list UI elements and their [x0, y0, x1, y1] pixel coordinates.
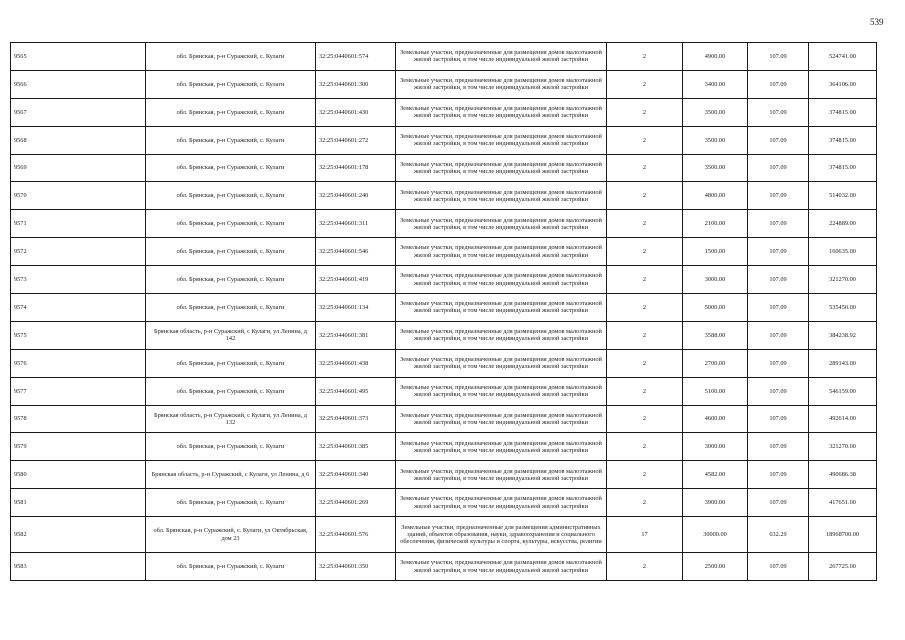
- land-use-description: Земельные участки, предназначенные для размещения домов малоэтажной жилой застройки, в том числе индивидуальной жилой застройки: [396, 126, 607, 154]
- record-number: 9575: [11, 321, 146, 349]
- record-number: 9581: [11, 489, 146, 517]
- land-use-description: Земельные участки, предназначенные для размещения домов малоэтажной жилой застройки, в том числе индивидуальной жилой застройки: [396, 70, 607, 98]
- cadastral-number: 32:25:0440601:546: [316, 238, 396, 266]
- area-value: 3000.00: [683, 433, 748, 461]
- cadastral-value: 289143.00: [809, 349, 877, 377]
- cadastral-value: 535450.00: [809, 294, 877, 322]
- cadastral-number: 32:25:0440601:430: [316, 98, 396, 126]
- category-code: 2: [607, 461, 683, 489]
- cadastral-number: 32:25:0440601:373: [316, 405, 396, 433]
- cadastral-value: 364106.00: [809, 70, 877, 98]
- category-code: 2: [607, 182, 683, 210]
- cadastral-number: 32:25:0440601:350: [316, 553, 396, 581]
- area-value: 3500.00: [683, 98, 748, 126]
- address-cell: Брянская область, р-н Суражский, с Кулаги, ул Ленина, д 132: [146, 405, 316, 433]
- area-value: 2700.00: [683, 349, 748, 377]
- table-row: [11, 210, 877, 238]
- address-cell: обл. Брянская, р-н Суражский, с. Кулаги: [146, 238, 316, 266]
- area-value: 3000.00: [683, 266, 748, 294]
- table-row: [11, 182, 877, 210]
- area-value: 2100.00: [683, 210, 748, 238]
- address-cell: обл. Брянская, р-н Суражский, с. Кулаги: [146, 70, 316, 98]
- cadastral-value: 417651.00: [809, 489, 877, 517]
- table-row: [11, 98, 877, 126]
- cadastral-number: 32:25:0440601:311: [316, 210, 396, 238]
- cadastral-value: 546159.00: [809, 377, 877, 405]
- address-cell: обл. Брянская, р-н Суражский, с. Кулаги: [146, 182, 316, 210]
- record-number: 9577: [11, 377, 146, 405]
- land-use-description: Земельные участки, предназначенные для размещения домов малоэтажной жилой застройки, в том числе индивидуальной жилой застройки: [396, 553, 607, 581]
- table-row: [11, 126, 877, 154]
- land-use-description: Земельные участки, предназначенные для размещения домов малоэтажной жилой застройки, в том числе индивидуальной жилой застройки: [396, 98, 607, 126]
- cadastral-number: 32:25:0440601:438: [316, 349, 396, 377]
- category-code: 2: [607, 266, 683, 294]
- table-row: [11, 238, 877, 266]
- category-code: 2: [607, 349, 683, 377]
- area-value: 3588.00: [683, 321, 748, 349]
- category-code: 2: [607, 405, 683, 433]
- area-value: 3400.00: [683, 70, 748, 98]
- category-code: 2: [607, 43, 683, 71]
- address-cell: обл. Брянская, р-н Суражский, с. Кулаги: [146, 126, 316, 154]
- cadastral-value: 224889.00: [809, 210, 877, 238]
- table-row: [11, 489, 877, 517]
- specific-value: 107.09: [748, 553, 809, 581]
- table-row: [11, 461, 877, 489]
- area-value: 2500.00: [683, 553, 748, 581]
- area-value: 4600.00: [683, 405, 748, 433]
- address-cell: обл. Брянская, р-н Суражский, с. Кулаги: [146, 154, 316, 182]
- record-number: 9567: [11, 98, 146, 126]
- record-number: 9572: [11, 238, 146, 266]
- area-value: 4582.00: [683, 461, 748, 489]
- record-number: 9571: [11, 210, 146, 238]
- land-use-description: Земельные участки, предназначенные для размещения домов малоэтажной жилой застройки, в том числе индивидуальной жилой застройки: [396, 154, 607, 182]
- cadastral-number: 32:25:0440601:385: [316, 433, 396, 461]
- cadastral-value: 267725.00: [809, 553, 877, 581]
- record-number: 9568: [11, 126, 146, 154]
- table-row: [11, 294, 877, 322]
- category-code: 2: [607, 321, 683, 349]
- category-code: 2: [607, 294, 683, 322]
- area-value: 30000.00: [683, 517, 748, 553]
- table-body: [11, 43, 877, 581]
- land-use-description: Земельные участки, предназначенные для размещения домов малоэтажной жилой застройки, в том числе индивидуальной жилой застройки: [396, 433, 607, 461]
- land-use-description: Земельные участки, предназначенные для размещения домов малоэтажной жилой застройки, в том числе индивидуальной жилой застройки: [396, 321, 607, 349]
- land-use-description: Земельные участки, предназначенные для размещения домов малоэтажной жилой застройки, в том числе индивидуальной жилой застройки: [396, 238, 607, 266]
- cadastral-value: 374815.00: [809, 154, 877, 182]
- area-value: 3900.00: [683, 489, 748, 517]
- address-cell: обл. Брянская, р-н Суражский, с. Кулаги: [146, 266, 316, 294]
- record-number: 9576: [11, 349, 146, 377]
- record-number: 9580: [11, 461, 146, 489]
- specific-value: 107.09: [748, 182, 809, 210]
- cadastral-number: 32:25:0440601:134: [316, 294, 396, 322]
- specific-value: 107.09: [748, 70, 809, 98]
- cadastral-number: 32:25:0440601:340: [316, 461, 396, 489]
- cadastral-value: 490686.38: [809, 461, 877, 489]
- record-number: 9578: [11, 405, 146, 433]
- record-number: 9574: [11, 294, 146, 322]
- address-cell: обл. Брянская, р-н Суражский, с. Кулаги, ул Октябрьская, дом 23: [146, 517, 316, 553]
- address-cell: обл. Брянская, р-н Суражский, с. Кулаги: [146, 43, 316, 71]
- address-cell: Брянская область, р-н Суражский, с Кулаги, ул Ленина, д 6: [146, 461, 316, 489]
- address-cell: Брянская область, р-н Суражский, с Кулаги, ул Ленина, д 142: [146, 321, 316, 349]
- address-cell: обл. Брянская, р-н Суражский, с. Кулаги: [146, 433, 316, 461]
- cadastral-value: 514032.00: [809, 182, 877, 210]
- land-use-description: Земельные участки, предназначенные для размещения административных зданий, объектов образования, науки, здравоохранения и социального обеспечения, физической культуры и спорта, культуры, искусства, религии: [396, 517, 607, 553]
- record-number: 9573: [11, 266, 146, 294]
- specific-value: 107.09: [748, 433, 809, 461]
- land-use-description: Земельные участки, предназначенные для размещения домов малоэтажной жилой застройки, в том числе индивидуальной жилой застройки: [396, 294, 607, 322]
- land-use-description: Земельные участки, предназначенные для размещения домов малоэтажной жилой застройки, в том числе индивидуальной жилой застройки: [396, 210, 607, 238]
- table-row: [11, 266, 877, 294]
- land-use-description: Земельные участки, предназначенные для размещения домов малоэтажной жилой застройки, в том числе индивидуальной жилой застройки: [396, 43, 607, 71]
- specific-value: 107.09: [748, 405, 809, 433]
- record-number: 9566: [11, 70, 146, 98]
- specific-value: 107.09: [748, 43, 809, 71]
- category-code: 2: [607, 210, 683, 238]
- address-cell: обл. Брянская, р-н Суражский, с. Кулаги: [146, 377, 316, 405]
- specific-value: 107.09: [748, 321, 809, 349]
- record-number: 9569: [11, 154, 146, 182]
- table-row: [11, 517, 877, 553]
- area-value: 4800.00: [683, 182, 748, 210]
- address-cell: обл. Брянская, р-н Суражский, с. Кулаги: [146, 349, 316, 377]
- record-number: 9582: [11, 517, 146, 553]
- category-code: 2: [607, 238, 683, 266]
- address-cell: обл. Брянская, р-н Суражский, с. Кулаги: [146, 553, 316, 581]
- specific-value: 107.09: [748, 294, 809, 322]
- table-row: [11, 433, 877, 461]
- page-number: 539: [870, 17, 884, 27]
- cadastral-number: 32:25:0440601:300: [316, 70, 396, 98]
- cadastral-number: 32:25:0440601:495: [316, 377, 396, 405]
- address-cell: обл. Брянская, р-н Суражский, с. Кулаги: [146, 489, 316, 517]
- specific-value: 107.09: [748, 98, 809, 126]
- table-row: [11, 553, 877, 581]
- cadastral-value: 384238.92: [809, 321, 877, 349]
- cadastral-value: 160635.00: [809, 238, 877, 266]
- specific-value: 107.09: [748, 461, 809, 489]
- cadastral-number: 32:25:0440601:574: [316, 43, 396, 71]
- area-value: 3500.00: [683, 126, 748, 154]
- cadastral-number: 32:25:0440601:269: [316, 489, 396, 517]
- land-register-table: [10, 42, 877, 581]
- specific-value: 107.09: [748, 266, 809, 294]
- category-code: 2: [607, 553, 683, 581]
- category-code: 2: [607, 126, 683, 154]
- table-row: [11, 321, 877, 349]
- specific-value: 107.09: [748, 126, 809, 154]
- specific-value: 107.09: [748, 154, 809, 182]
- cadastral-number: 32:25:0440601:419: [316, 266, 396, 294]
- cadastral-number: 32:25:0440601:576: [316, 517, 396, 553]
- specific-value: 107.09: [748, 210, 809, 238]
- category-code: 2: [607, 433, 683, 461]
- table-row: [11, 405, 877, 433]
- table-row: [11, 70, 877, 98]
- cadastral-value: 321270.00: [809, 266, 877, 294]
- table-row: [11, 377, 877, 405]
- record-number: 9579: [11, 433, 146, 461]
- cadastral-number: 32:25:0440601:381: [316, 321, 396, 349]
- cadastral-number: 32:25:0440601:240: [316, 182, 396, 210]
- address-cell: обл. Брянская, р-н Суражский, с. Кулаги: [146, 294, 316, 322]
- land-use-description: Земельные участки, предназначенные для размещения домов малоэтажной жилой застройки, в том числе индивидуальной жилой застройки: [396, 266, 607, 294]
- cadastral-number: 32:25:0440601:178: [316, 154, 396, 182]
- specific-value: 107.09: [748, 489, 809, 517]
- category-code: 17: [607, 517, 683, 553]
- cadastral-value: 374815.00: [809, 126, 877, 154]
- address-cell: обл. Брянская, р-н Суражский, с. Кулаги: [146, 210, 316, 238]
- area-value: 1500.00: [683, 238, 748, 266]
- cadastral-value: 321270.00: [809, 433, 877, 461]
- land-use-description: Земельные участки, предназначенные для размещения домов малоэтажной жилой застройки, в том числе индивидуальной жилой застройки: [396, 377, 607, 405]
- cadastral-value: 374815.00: [809, 98, 877, 126]
- category-code: 2: [607, 154, 683, 182]
- area-value: 5100.00: [683, 377, 748, 405]
- land-use-description: Земельные участки, предназначенные для размещения домов малоэтажной жилой застройки, в том числе индивидуальной жилой застройки: [396, 489, 607, 517]
- table-row: [11, 154, 877, 182]
- table-row: [11, 43, 877, 71]
- category-code: 2: [607, 377, 683, 405]
- specific-value: 107.09: [748, 238, 809, 266]
- category-code: 2: [607, 98, 683, 126]
- specific-value: 107.09: [748, 349, 809, 377]
- record-number: 9565: [11, 43, 146, 71]
- area-value: 3500.00: [683, 154, 748, 182]
- area-value: 5000.00: [683, 294, 748, 322]
- category-code: 2: [607, 489, 683, 517]
- specific-value: 632.29: [748, 517, 809, 553]
- record-number: 9583: [11, 553, 146, 581]
- land-use-description: Земельные участки, предназначенные для размещения домов малоэтажной жилой застройки, в том числе индивидуальной жилой застройки: [396, 349, 607, 377]
- area-value: 4900.00: [683, 43, 748, 71]
- specific-value: 107.09: [748, 377, 809, 405]
- record-number: 9570: [11, 182, 146, 210]
- cadastral-value: 18968700.00: [809, 517, 877, 553]
- category-code: 2: [607, 70, 683, 98]
- cadastral-number: 32:25:0440601:272: [316, 126, 396, 154]
- cadastral-value: 524741.00: [809, 43, 877, 71]
- table-row: [11, 349, 877, 377]
- land-use-description: Земельные участки, предназначенные для размещения домов малоэтажной жилой застройки, в том числе индивидуальной жилой застройки: [396, 461, 607, 489]
- address-cell: обл. Брянская, р-н Суражский, с. Кулаги: [146, 98, 316, 126]
- cadastral-value: 492614.00: [809, 405, 877, 433]
- land-use-description: Земельные участки, предназначенные для размещения домов малоэтажной жилой застройки, в том числе индивидуальной жилой застройки: [396, 405, 607, 433]
- land-use-description: Земельные участки, предназначенные для размещения домов малоэтажной жилой застройки, в том числе индивидуальной жилой застройки: [396, 182, 607, 210]
